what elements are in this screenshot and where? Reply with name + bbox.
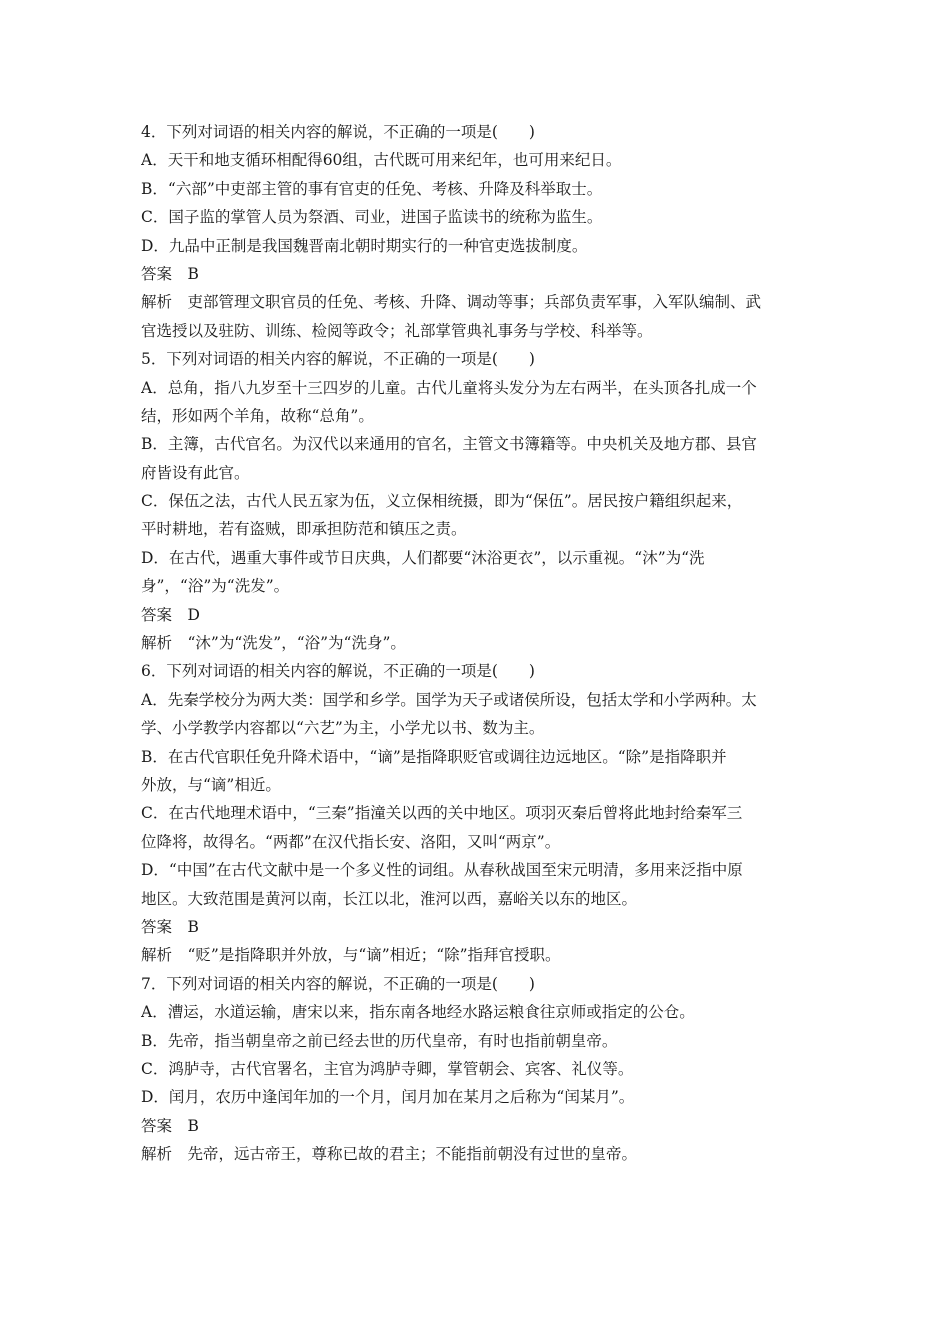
option-line: 学、小学教学内容都以“六艺”为主，小学尤以书、数为主。 [141,719,545,738]
option-line: D．在古代，遇重大事件或节日庆典，人们都要“沐浴更衣”，以示重视。“沐”为“洗 [141,548,705,567]
option-line: B．“六部”中吏部主管的事有官吏的任免、考核、升降及科举取士。 [141,179,603,198]
option-line: B．在古代官职任免升降术语中，“谪”是指降职贬官或调往边远地区。“除”是指降职并 [141,747,727,766]
option-line: B．先帝，指当朝皇帝之前已经去世的历代皇帝，有时也指前朝皇帝。 [141,1031,618,1050]
option-line: A．天干和地支循环相配得60组，古代既可用来纪年，也可用来纪日。 [141,151,622,170]
option-line: C．在古代地理术语中，“三秦”指潼关以西的关中地区。项羽灭秦后曾将此地封给秦军三 [141,804,743,823]
answer-line: 答案 B [141,264,199,283]
explanation-line: 解析 吏部管理文职官员的任免、考核、升降、调动等事；兵部负责军事，入军队编制、武 [141,293,762,312]
explanation-line: 官选授以及驻防、训练、检阅等政令；礼部掌管典礼事务与学校、科举等。 [141,321,653,340]
option-line: D．九品中正制是我国魏晋南北朝时期实行的一种官吏选拔制度。 [141,236,588,255]
option-line: B．主簿，古代官名。为汉代以来通用的官名，主管文书簿籍等。中央机关及地方郡、县官 [141,435,757,454]
question-stem: 5．下列对词语的相关内容的解说，不正确的一项是( ) [141,350,535,369]
option-line: C．鸿胪寺，古代官署名，主官为鸿胪寺卿，掌管朝会、宾客、礼仪等。 [141,1059,634,1078]
question-stem: 4．下列对词语的相关内容的解说，不正确的一项是( ) [141,123,535,141]
option-line: D．闰月，农历中逢闰年加的一个月，闰月加在某月之后称为“闰某月”。 [141,1088,635,1107]
option-line: C．国子监的掌管人员为祭酒、司业，进国子监读书的统称为监生。 [141,208,603,227]
document-page [141,118,813,1168]
option-line: 平时耕地，若有盗贼，即承担防范和镇压之责。 [141,520,467,539]
question-stem: 6．下列对词语的相关内容的解说，不正确的一项是( ) [141,662,535,681]
answer-line: 答案 B [141,917,199,936]
option-line: 身”，“浴”为“洗发”。 [141,577,290,596]
option-line: 府皆设有此官。 [141,463,250,482]
option-line: 外放，与“谪”相近。 [141,775,281,794]
option-line: 结，形如两个羊角，故称“总角”。 [141,406,374,425]
option-line: 地区。大致范围是黄河以南，长江以北，淮河以西，嘉峪关以东的地区。 [141,889,638,908]
explanation-line: 解析 “沐”为“洗发”，“浴”为“洗身”。 [141,634,406,653]
question-stem: 7．下列对词语的相关内容的解说，不正确的一项是( ) [141,974,535,993]
explanation-line: 解析 “贬”是指降职并外放，与“谪”相近；“除”指拜官授职。 [141,946,561,965]
option-line: A．先秦学校分为两大类：国学和乡学。国学为天子或诸侯所设，包括太学和小学两种。太 [141,690,757,709]
answer-line: 答案 D [141,605,200,624]
option-line: A．总角，指八九岁至十三四岁的儿童。古代儿童将头发分为左右两半，在头顶各扎成一个 [141,378,757,397]
option-line: C．保伍之法，古代人民五家为伍，义立保相统摄，即为“保伍”。居民按户籍组织起来， [141,492,743,511]
option-line: D．“中国”在古代文献中是一个多义性的词组。从春秋战国至宋元明清，多用来泛指中原 [141,861,743,880]
option-line: A．漕运，水道运输，唐宋以来，指东南各地经水路运粮食往京师或指定的公仓。 [141,1003,695,1022]
option-line: 位降将，故得名。“两都”在汉代指长安、洛阳，又叫“两京”。 [141,832,561,851]
answer-line: 答案 B [141,1116,199,1135]
explanation-line: 解析 先帝，远古帝王，尊称已故的君主；不能指前朝没有过世的皇帝。 [141,1145,638,1164]
